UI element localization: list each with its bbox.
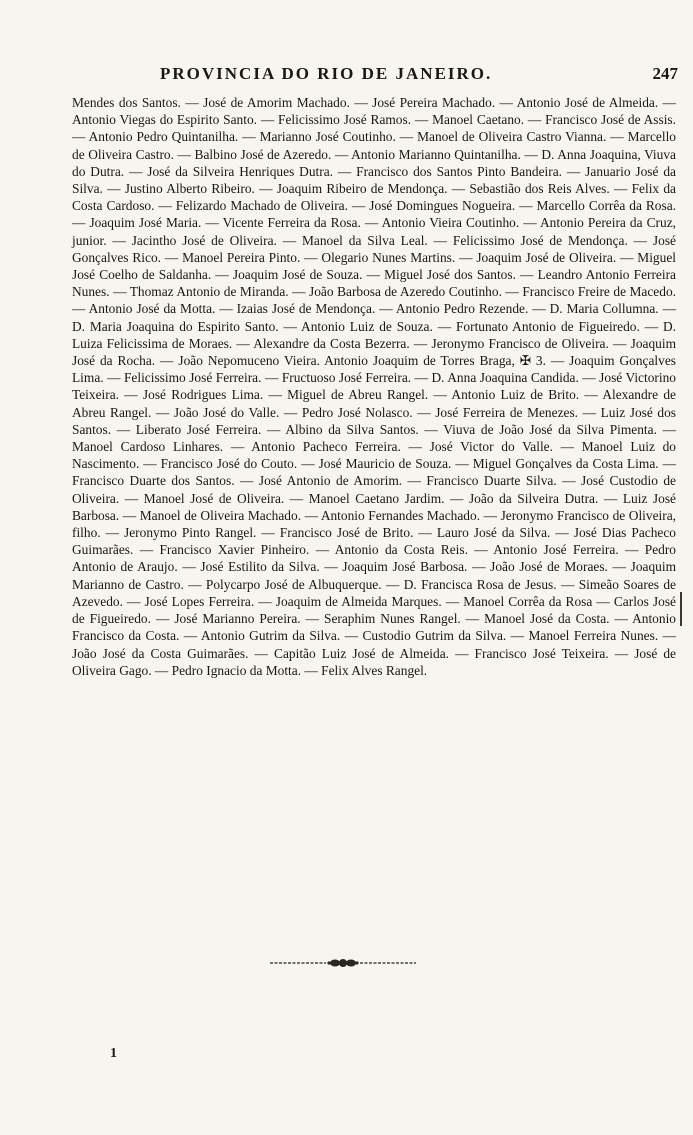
page-header <box>72 64 678 88</box>
signature-mark-text: 1 <box>110 1046 117 1061</box>
signature-mark <box>110 1046 117 1062</box>
margin-mark <box>680 592 682 626</box>
ornament-divider <box>268 957 418 969</box>
page-number: 247 <box>652 64 678 83</box>
running-title: PROVINCIA DO RIO DE JANEIRO. <box>160 64 493 83</box>
body-paragraph: Mendes dos Santos. — José de Amorim Machado. — José Pereira Machado. — Antonio José de Almeida. — Antonio Viegas do Espirito Santo. — Felicissimo José Ramos. — Manoel Caetano. — Francisco José de Assis. — Antonio Pedro Quintanilha. — Marianno José Coutinho. — Manoel de Oliveira Castro Vianna. — Marcello de Oliveira Castro. — Balbino José de Azeredo. — Antonio Marianno Quintanilha. — D. Anna Joaquina, Viuva do Dutra. — José da Silveira Henriques Dutra. — Francisco dos Santos Pinto Bandeira. — Januario José da Silva. — Justino Alberto Ribeiro. — Joaquim Ribeiro de Mendonça. — Sebastião dos Reis Alves. — Felix da Costa Cardoso. — Felizardo Machado de Oliveira. — José Domingues Nogueira. — Marcello Corrêa da Rosa. — Joaquim José Maria. — Vicente Ferreira da Rosa. — Antonio Vieira Coutinho. — Antonio Pereira da Cruz, junior. — Jacintho José de Oliveira. — Manoel da Silva Leal. — Felicissimo José de Mendonça. — José Gonçalves Rico. — Manoel Pereira Pinto. — Olegario Nunes Martins. — Joaquim José de Oliveira. — Miguel José Coelho de Saldanha. — Joaquim José de Souza. — Miguel José dos Santos. — Leandro Antonio Ferreira Nunes. — Thomaz Antonio de Miranda. — João Barbosa de Azeredo Coutinho. — Francisco Freire de Macedo. — Antonio José da Motta. — Izaias José de Mendonça. — Antonio Pedro Rezende. — D. Maria Collumna. — D. Maria Joaquina do Espirito Santo. — Antonio Luiz de Souza. — Fortunato Antonio de Figueiredo. — D. Luiza Felicissima de Moraes. — Alexandre da Costa Bezerra. — Jeronymo Francisco de Oliveira. — Joaquim José da Rocha. — João Nepomuceno Vieira. Antonio Joaquim de Torres Braga, ✠ 3. — Joaquim Gonçalves Lima. — Felicissimo José Ferreira. — Fructuoso José Ferreira. — D. Anna Joaquina Candida. — José Victorino Teixeira. — José Rodrigues Lima. — Miguel de Abreu Rangel. — Antonio Luiz de Brito. — Alexandre de Abreu Rangel. — João José do Valle. — Pedro José Nolasco. — José Ferreira de Menezes. — Luiz José dos Santos. — Liberato José Ferreira. — Albino da Silva Santos. — Viuva de João José da Silva Pimenta. — Manoel Cardoso Linhares. — Antonio Pacheco Ferreira. — José Victor do Valle. — Manoel Luiz do Nascimento. — Francisco José do Couto. — José Mauricio de Souza. — Miguel Gonçalves da Costa Lima. — Francisco Duarte dos Santos. — José Antonio de Amorim. — Francisco Duarte Silva. — José Custodio de Oliveira. — Manoel José de Oliveira. — Manoel Caetano Jardim. — João da Silveira Dutra. — Luiz José Barbosa. — Manoel de Oliveira Machado. — Antonio Fernandes Machado. — Jeronymo Francisco de Oliveira, filho. — Jeronymo Pinto Rangel. — Francisco José de Brito. — Lauro José da Silva. — José Dias Pacheco Guimarães. — Francisco Xavier Pinheiro. — Antonio da Costa Reis. — Antonio José Ferreira. — Pedro Antonio de Araujo. — José Estilito da Silva. — Joaquim José Barbosa. — João José de Moraes. — Joaquim Marianno de Castro. — Polycarpo José de Albuquerque. — D. Francisca Rosa de Jesus. — Simeão Soares de Azevedo. — José Lopes Ferreira. — Joaquim de Almeida Marques. — Manoel Corrêa da Rosa — Carlos José de Figueiredo. — José Marianno Pereira. — Seraphim Nunes Rangel. — Manoel José da Costa. — Antonio Francisco da Costa. — Antonio Gutrim da Silva. — Custodio Gutrim da Silva. — Manoel Ferreira Nunes. — João José da Costa Guimarães. — Capitão Luiz José de Almeida. — Francisco José Teixeira. — José de Oliveira Gago. — Pedro Ignacio da Motta. — Felix Alves Rangel. <box>72 95 676 678</box>
ornament-icon <box>268 957 418 969</box>
